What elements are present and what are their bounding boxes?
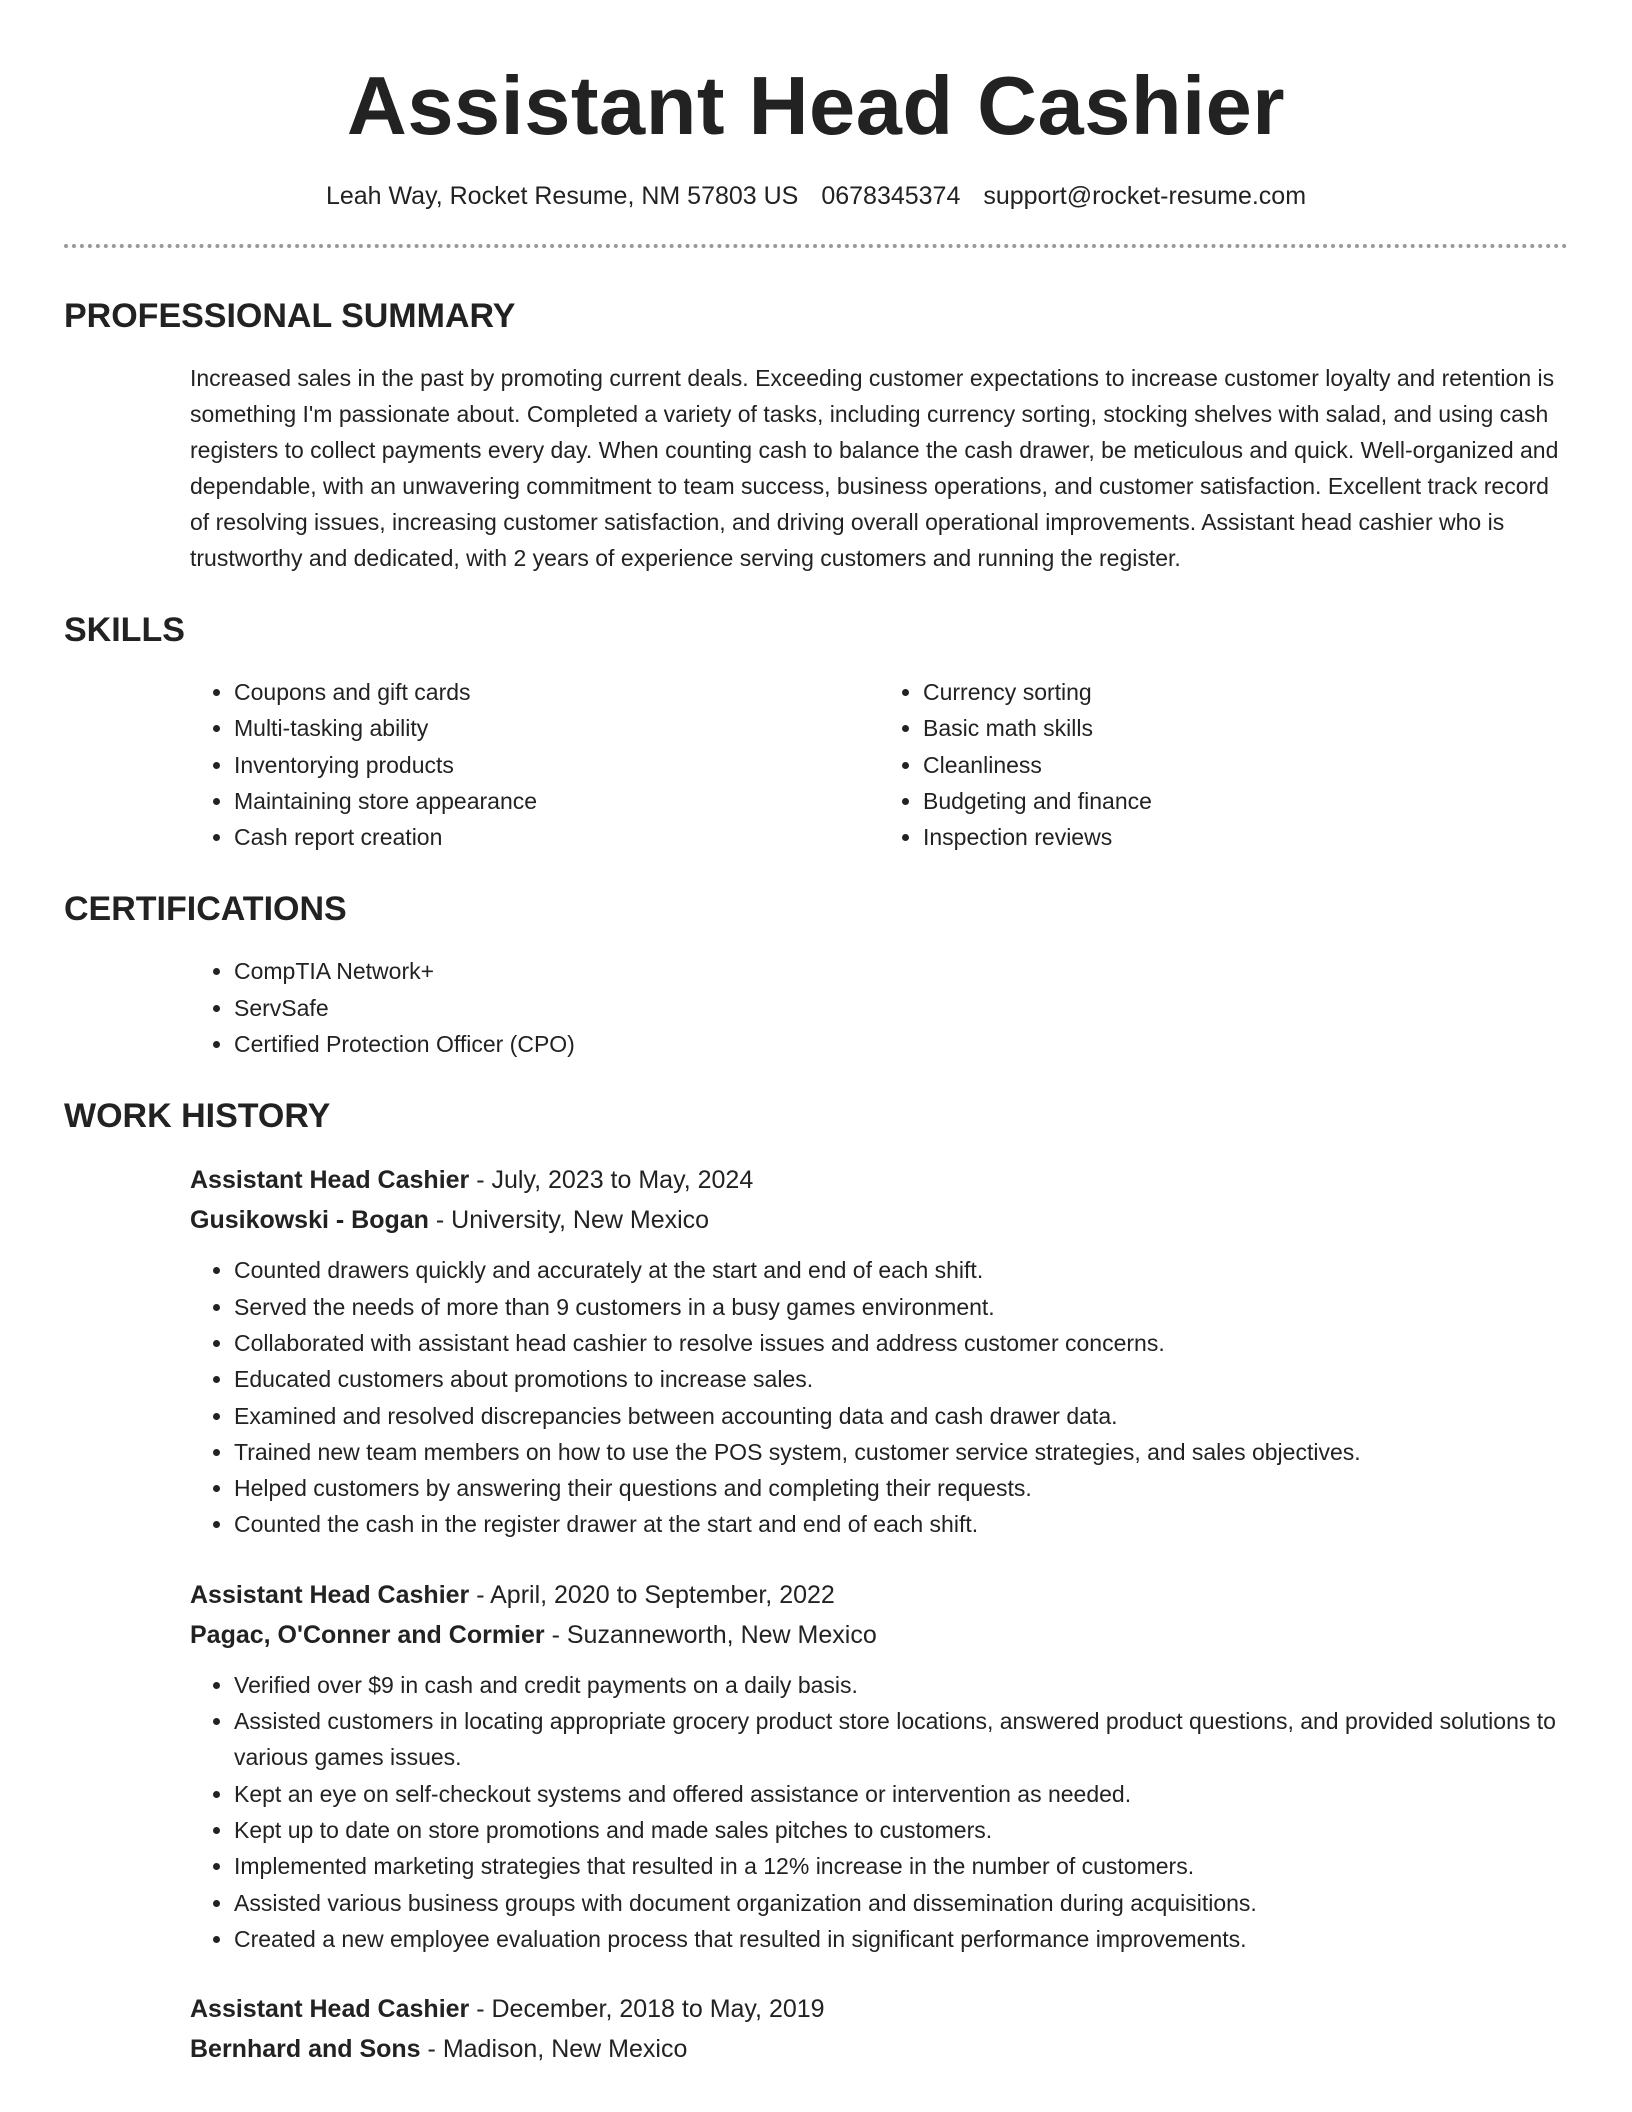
job-duty: • Collaborated with assistant head cashier to resolve issues and address customer concerns. (234, 1325, 1568, 1361)
skill-item: • Maintaining store appearance (234, 783, 879, 819)
contact-email: support@rocket-resume.com (983, 182, 1307, 210)
job-duty: • Kept up to date on store promotions and made sales pitches to customers. (234, 1812, 1568, 1848)
certification-item: • Certified Protection Officer (CPO) (234, 1026, 1568, 1062)
job-entry (190, 1160, 1568, 1542)
job-duty: • Assisted customers in locating appropriate grocery product store locations, answered product questions, and provided solutions to various games issues. (234, 1703, 1568, 1776)
contact-info (64, 180, 1568, 212)
skill-item: • Coupons and gift cards (234, 674, 879, 710)
certifications-heading: CERTIFICATIONS (64, 890, 347, 929)
job-company-line (190, 1200, 1568, 1240)
job-duty: • Educated customers about promotions to increase sales. (234, 1361, 1568, 1397)
header-divider (64, 244, 1568, 248)
job-dates: July, 2023 to May, 2024 (491, 1166, 754, 1195)
certification-item: • CompTIA Network+ (234, 953, 1568, 989)
job-duty: • Implemented marketing strategies that resulted in a 12% increase in the number of customers. (234, 1848, 1568, 1884)
summary-heading: PROFESSIONAL SUMMARY (64, 297, 516, 335)
job-duty: • Served the needs of more than 9 customers in a busy games environment. (234, 1289, 1568, 1325)
contact-phone: 0678345374 (821, 182, 961, 210)
resume-name: Assistant Head Cashier (346, 59, 1286, 152)
skill-item: • Basic math skills (923, 710, 1568, 746)
job-separator: - (469, 1580, 491, 1609)
skill-item: • Budgeting and finance (923, 783, 1568, 819)
job-duty: • Examined and resolved discrepancies between accounting data and cash drawer data. (234, 1398, 1568, 1434)
job-role: Assistant Head Cashier (190, 1580, 470, 1609)
job-duty: • Created a new employee evaluation process that resulted in significant performance improvements. (234, 1921, 1568, 1957)
job-dates: December, 2018 to May, 2019 (491, 1995, 825, 2024)
certifications-block (190, 953, 1568, 1062)
certification-item: • ServSafe (234, 990, 1568, 1026)
job-duty: • Counted the cash in the register drawer at the start and end of each shift. (234, 1506, 1568, 1542)
skills-list-left (190, 674, 879, 855)
skill-item: • Cleanliness (923, 747, 1568, 783)
job-duty: • Kept an eye on self-checkout systems and offered assistance or intervention as needed. (234, 1776, 1568, 1812)
job-duty: • Assisted various business groups with document organization and dissemination during acquisitions. (234, 1885, 1568, 1921)
job-duty: • Verified over $9 in cash and credit payments on a daily basis. (234, 1667, 1568, 1703)
job-title-line (190, 1160, 1568, 1200)
job-location: University, New Mexico (451, 1206, 710, 1235)
work-history-heading: WORK HISTORY (64, 1097, 331, 1136)
job-duty: • Trained new team members on how to use the POS system, customer service strategies, and sales objectives. (234, 1434, 1568, 1470)
job-company-line (190, 2029, 1568, 2069)
job-location: Suzanneworth, New Mexico (566, 1620, 877, 1649)
job-company: Pagac, O'Conner and Cormier (190, 1620, 545, 1649)
job-duty: • Helped customers by answering their questions and completing their requests. (234, 1470, 1568, 1506)
job-entry (190, 1989, 1568, 2069)
skill-item: • Currency sorting (923, 674, 1568, 710)
skills-heading: SKILLS (64, 611, 185, 649)
skill-item: • Inventorying products (234, 747, 879, 783)
skills-list-right (879, 674, 1568, 855)
job-separator: - (469, 1995, 492, 2024)
job-entry (190, 1575, 1568, 1957)
job-location: Madison, New Mexico (442, 2035, 688, 2064)
job-company: Bernhard and Sons (190, 2035, 421, 2064)
job-company-line (190, 1615, 1568, 1655)
job-title-line (190, 1989, 1568, 2029)
job-separator: - (420, 2035, 443, 2064)
job-separator: - (544, 1620, 567, 1649)
job-separator: - (428, 1206, 452, 1235)
job-role: Assistant Head Cashier (190, 1166, 470, 1195)
job-company: Gusikowski - Bogan (190, 1206, 429, 1235)
summary-text: Increased sales in the past by promoting current deals. Exceeding customer expectations to increase customer loyalty and retention is something I'm passionate about. Completed a variety of tasks, including currency sorting, stocking shelves with salad, and using cash registers to collect payments every day. When counting cash to balance the cash drawer, be meticulous and quick. Well-organized and dependable, with an unwavering commitment to team success, business operations, and customer satisfaction. Excellent track record of resolving issues, increasing customer satisfaction, and driving overall operational improvements. Assistant head cashier who is trustworthy and dedicated, with 2 years of experience serving customers and running the register. (190, 365, 1559, 571)
skill-item: • Cash report creation (234, 819, 879, 855)
skill-item: • Multi-tasking ability (234, 710, 879, 746)
skills-grid (190, 674, 1568, 855)
job-title-line (190, 1575, 1568, 1615)
job-dates: April, 2020 to September, 2022 (490, 1580, 835, 1609)
certifications-list (190, 953, 1568, 1062)
job-duties-list (190, 1667, 1568, 1957)
contact-address: Leah Way, Rocket Resume, NM 57803 US (325, 182, 799, 210)
skill-item: • Inspection reviews (923, 819, 1568, 855)
job-duties-list (190, 1252, 1568, 1542)
job-separator: - (469, 1166, 492, 1195)
job-role: Assistant Head Cashier (190, 1995, 470, 2024)
job-duty: • Counted drawers quickly and accurately at the start and end of each shift. (234, 1252, 1568, 1288)
